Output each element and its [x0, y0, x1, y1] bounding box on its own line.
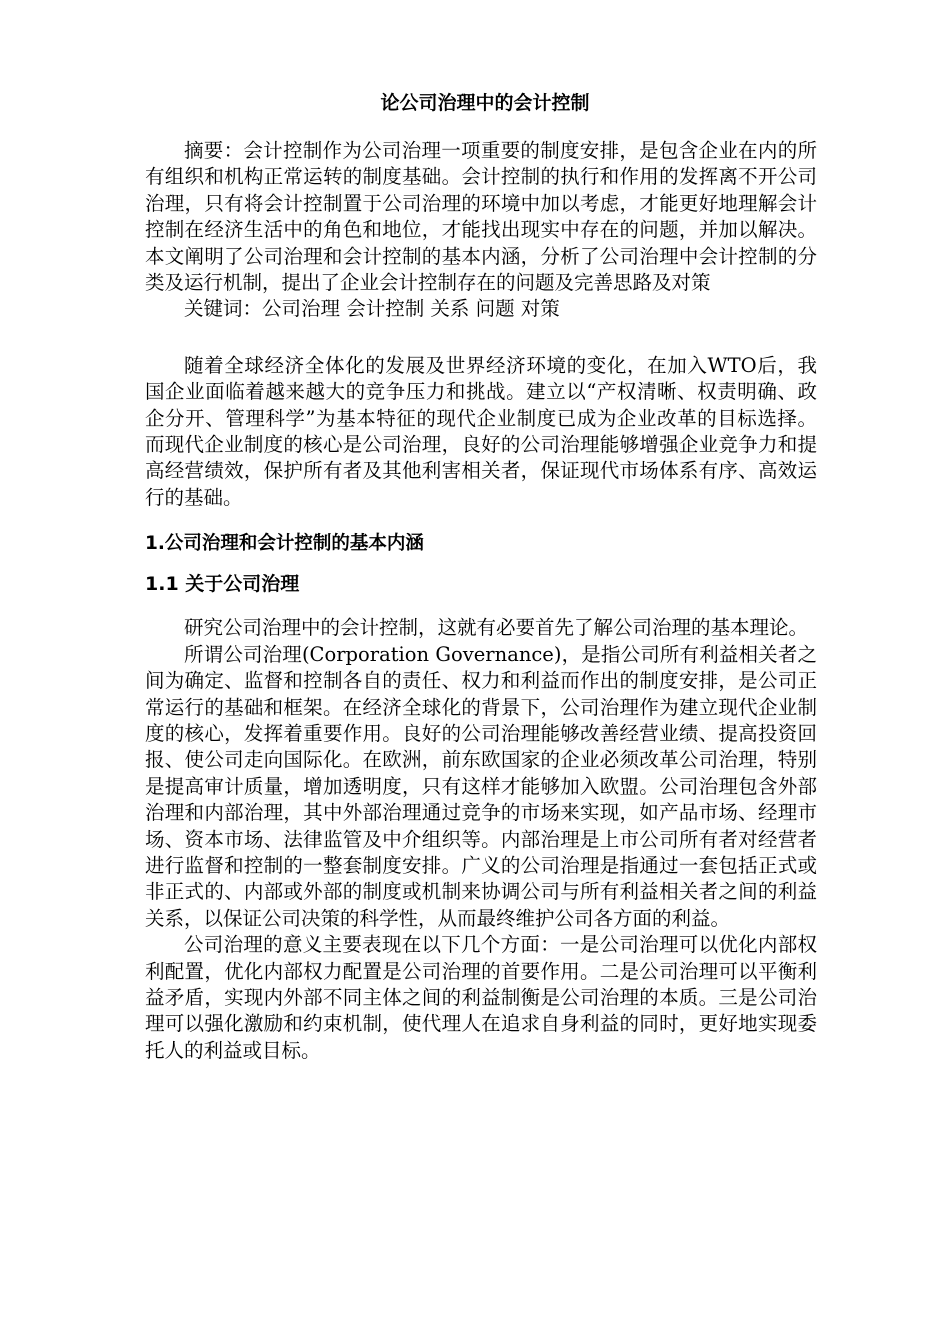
- abstract-paragraph: 摘要：会计控制作为公司治理一项重要的制度安排，是包含企业在内的所有组织和机构正常运转的制度基础。会计控制的执行和作用的发挥离不开公司治理，只有将会计控制置于公司治理的环境中加以考虑，才能更好地理解会计控制在经济生活中的角色和地位，才能找出现实中存在的问题，并加以解决。本文阐明了公司治理和会计控制的基本内涵，分析了公司治理中会计控制的分类及运行机制，提出了企业会计控制存在的问题及完善思路及对策: [145, 139, 817, 295]
- body-paragraph: 所谓公司治理(Corporation Governance)，是指公司所有利益相关者之间为确定、监督和控制各自的责任、权力和利益而作出的制度安排，是公司正常运行的基础和框架。在经济全球化的背景下，公司治理作为建立现代企业制度的核心，发挥着重要作用。良好的公司治理能够改善经营业绩、提高投资回报、使公司走向国际化。在欧洲，前东欧国家的企业必须改革公司治理，特别是提高审计质量，增加透明度，只有这样才能够加入欧盟。公司治理包含外部治理和内部治理，其中外部治理通过竞争的市场来实现，如产品市场、经理市场、资本市场、法律监管及中介组织等。内部治理是上市公司所有者对经营者进行监督和控制的一整套制度安排。广义的公司治理是指通过一套包括正式或非正式的、内部或外部的制度或机制来协调公司与所有利益相关者之间的利益关系，以保证公司决策的科学性，从而最终维护公司各方面的利益。: [145, 642, 817, 930]
- body-paragraph: 公司治理的意义主要表现在以下几个方面：一是公司治理可以优化内部权利配置，优化内部权力配置是公司治理的首要作用。二是公司治理可以平衡利益矛盾，实现内外部不同主体之间的利益制衡是公司治理的本质。三是公司治理可以强化激励和约束机制，使代理人在追求自身利益的同时，更好地实现委托人的利益或目标。: [145, 933, 817, 1062]
- body-paragraph: 研究公司治理中的会计控制，这就有必要首先了解公司治理的基本理论。: [184, 616, 809, 640]
- document-page: [145, 88, 817, 1064]
- section-heading-1: 1.公司治理和会计控制的基本内涵: [145, 533, 424, 555]
- intro-paragraph: 随着全球经济全体化的发展及世界经济环境的变化，在加入WTO后，我国企业面临着越来越大的竞争压力和挑战。建立以“产权清晰、权责明确、政企分开、管理科学”为基本特征的现代企业制度已成为企业改革的目标选择。而现代企业制度的核心是公司治理，良好的公司治理能够增强企业竞争力和提高经营绩效，保护所有者及其他利害相关者，保证现代市场体系有序、高效运行的基础。: [145, 353, 817, 509]
- keywords-paragraph: 关键词：公司治理 会计控制 关系 问题 对策: [184, 297, 560, 321]
- section-heading-1-1: 1.1 关于公司治理: [145, 573, 300, 596]
- document-title: 论公司治理中的会计控制: [380, 92, 590, 114]
